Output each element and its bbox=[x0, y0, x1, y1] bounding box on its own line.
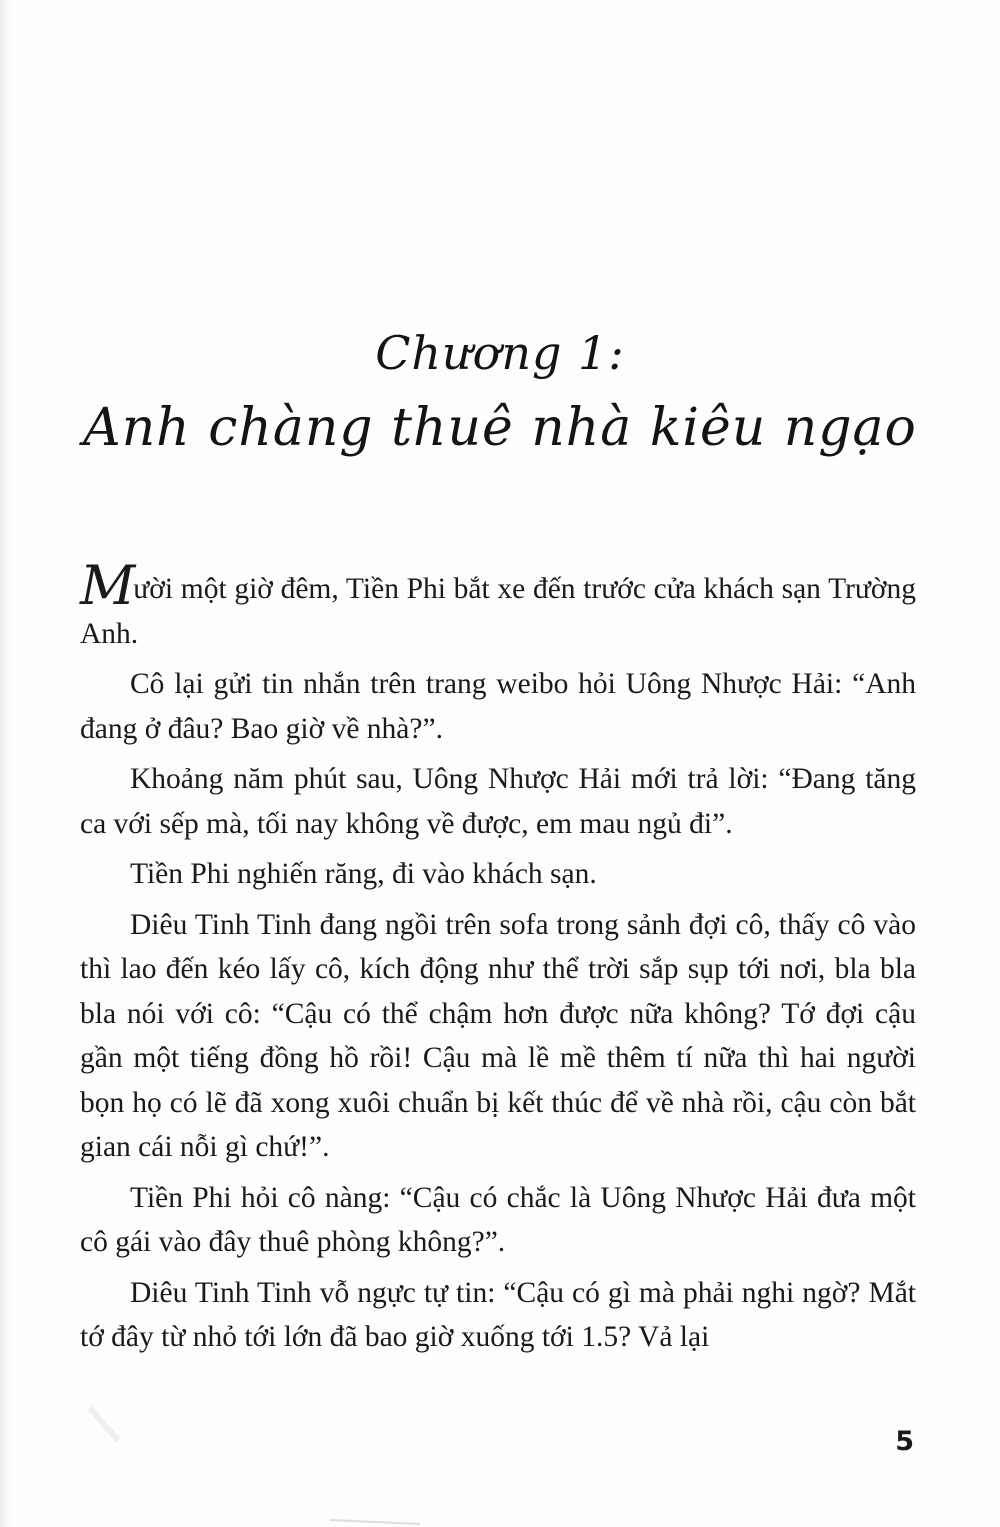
drop-cap: M bbox=[80, 554, 134, 617]
paragraph-3: Khoảng năm phút sau, Uông Nhược Hải mới trả lời: “Đang tăng ca với sếp mà, tối nay không về được, em mau ngủ đi”. bbox=[80, 763, 916, 840]
page-number: 5 bbox=[895, 1426, 914, 1457]
paragraph-1 bbox=[80, 554, 916, 656]
chapter-label: Chương 1: bbox=[375, 326, 625, 380]
paragraph-2: Cô lại gửi tin nhắn trên trang weibo hỏi Uông Nhược Hải: “Anh đang ở đâu? Bao giờ về nhà?”. bbox=[80, 668, 916, 745]
paragraph-6: Tiền Phi hỏi cô nàng: “Cậu có chắc là Uông Nhược Hải đưa một cô gái vào đây thuê phòng không?”. bbox=[80, 1181, 916, 1258]
paragraph-7: Diêu Tinh Tinh vỗ ngực tự tin: “Cậu có gì mà phải nghi ngờ? Mắt tớ đây từ nhỏ tới lớn đã bao giờ xuống tới 1.5? Vả lại bbox=[80, 1276, 916, 1353]
chapter-body bbox=[80, 554, 916, 1366]
paragraph-4: Tiền Phi nghiến răng, đi vào khách sạn. bbox=[130, 858, 597, 890]
chapter-title: Anh chàng thuê nhà kiêu ngạo bbox=[83, 398, 917, 458]
paragraph-5: Diêu Tinh Tinh đang ngồi trên sofa trong sảnh đợi cô, thấy cô vào thì lao đến kéo lấy cô, kích động như thể trời sắp sụp tới nơi, bla bla bla nói với cô: “Cậu có thể chậm hơn được nữa không? Tớ đợi cậu gần một tiếng đồng hồ rồi! Cậu mà lề mề thêm tí nữa thì hai người bọn họ có lẽ đã xong xuôi chuẩn bị kết thúc để về nhà rồi, cậu còn bắt gian cái nỗi gì chứ!”. bbox=[80, 908, 916, 1163]
paragraph-1-text: ười một giờ đêm, Tiền Phi bắt xe đến trước cửa khách sạn Trường Anh. bbox=[80, 573, 916, 650]
